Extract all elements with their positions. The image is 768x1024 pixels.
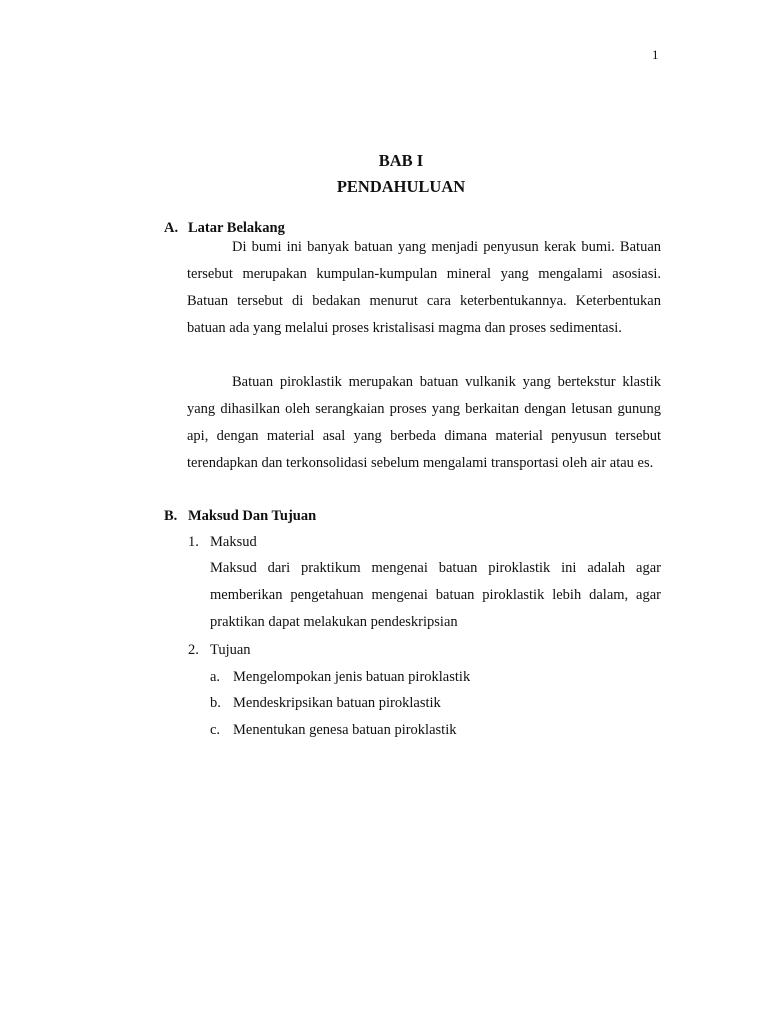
- tujuan-item-text: Mengelompokan jenis batuan piroklastik: [233, 669, 471, 685]
- background-paragraph-2: Batuan piroklastik merupakan batuan vulkanik yang bertekstur klastik yang dihasilkan oleh serangkaian proses yang berkaitan dengan letusan gunung api, dengan material asal yang berbeda dimana material penyusun tersebut terendapkan dan terkonsolidasi sebelum mengalami transportasi oleh air atau es.: [187, 374, 661, 471]
- tujuan-title: Tujuan: [210, 642, 251, 658]
- tujuan-item-letter: c.: [210, 722, 221, 738]
- maksud-paragraph: Maksud dari praktikum mengenai batuan piroklastik ini adalah agar memberikan pengetahuan mengenai batuan piroklastik lebih dalam, agar praktikan dapat melakukan pendeskripsian: [210, 560, 661, 630]
- page-number: 1: [652, 47, 659, 62]
- maksud-heading: [188, 532, 257, 552]
- maksud-number: 1.: [188, 534, 199, 550]
- maksud-title: Maksud: [210, 534, 257, 550]
- tujuan-item-text: Menentukan genesa batuan piroklastik: [233, 722, 457, 738]
- tujuan-item-text: Mendeskripsikan batuan piroklastik: [233, 695, 441, 711]
- section-a-marker: A.: [164, 220, 179, 236]
- section-b-marker: B.: [164, 508, 178, 524]
- section-b-title: Maksud Dan Tujuan: [188, 508, 317, 524]
- tujuan-item: [210, 693, 441, 713]
- chapter-title: PENDAHULUAN: [336, 177, 466, 196]
- section-b-heading: [164, 506, 316, 526]
- section-a-title: Latar Belakang: [188, 220, 285, 236]
- tujuan-item: [210, 720, 456, 740]
- chapter-number: BAB I: [378, 151, 424, 170]
- tujuan-item-letter: a.: [210, 669, 221, 685]
- tujuan-item: [210, 667, 470, 687]
- tujuan-number: 2.: [188, 642, 199, 658]
- tujuan-heading: [188, 640, 251, 660]
- background-paragraph-1: Di bumi ini banyak batuan yang menjadi penyusun kerak bumi. Batuan tersebut merupakan kumpulan-kumpulan mineral yang mengalami asosiasi. Batuan tersebut di bedakan menurut cara keterbentukannya. Keterbentukan batuan ada yang melalui proses kristalisasi magma dan proses sedimentasi.: [187, 239, 661, 336]
- tujuan-item-letter: b.: [210, 695, 221, 711]
- chapter-heading: [0, 148, 768, 200]
